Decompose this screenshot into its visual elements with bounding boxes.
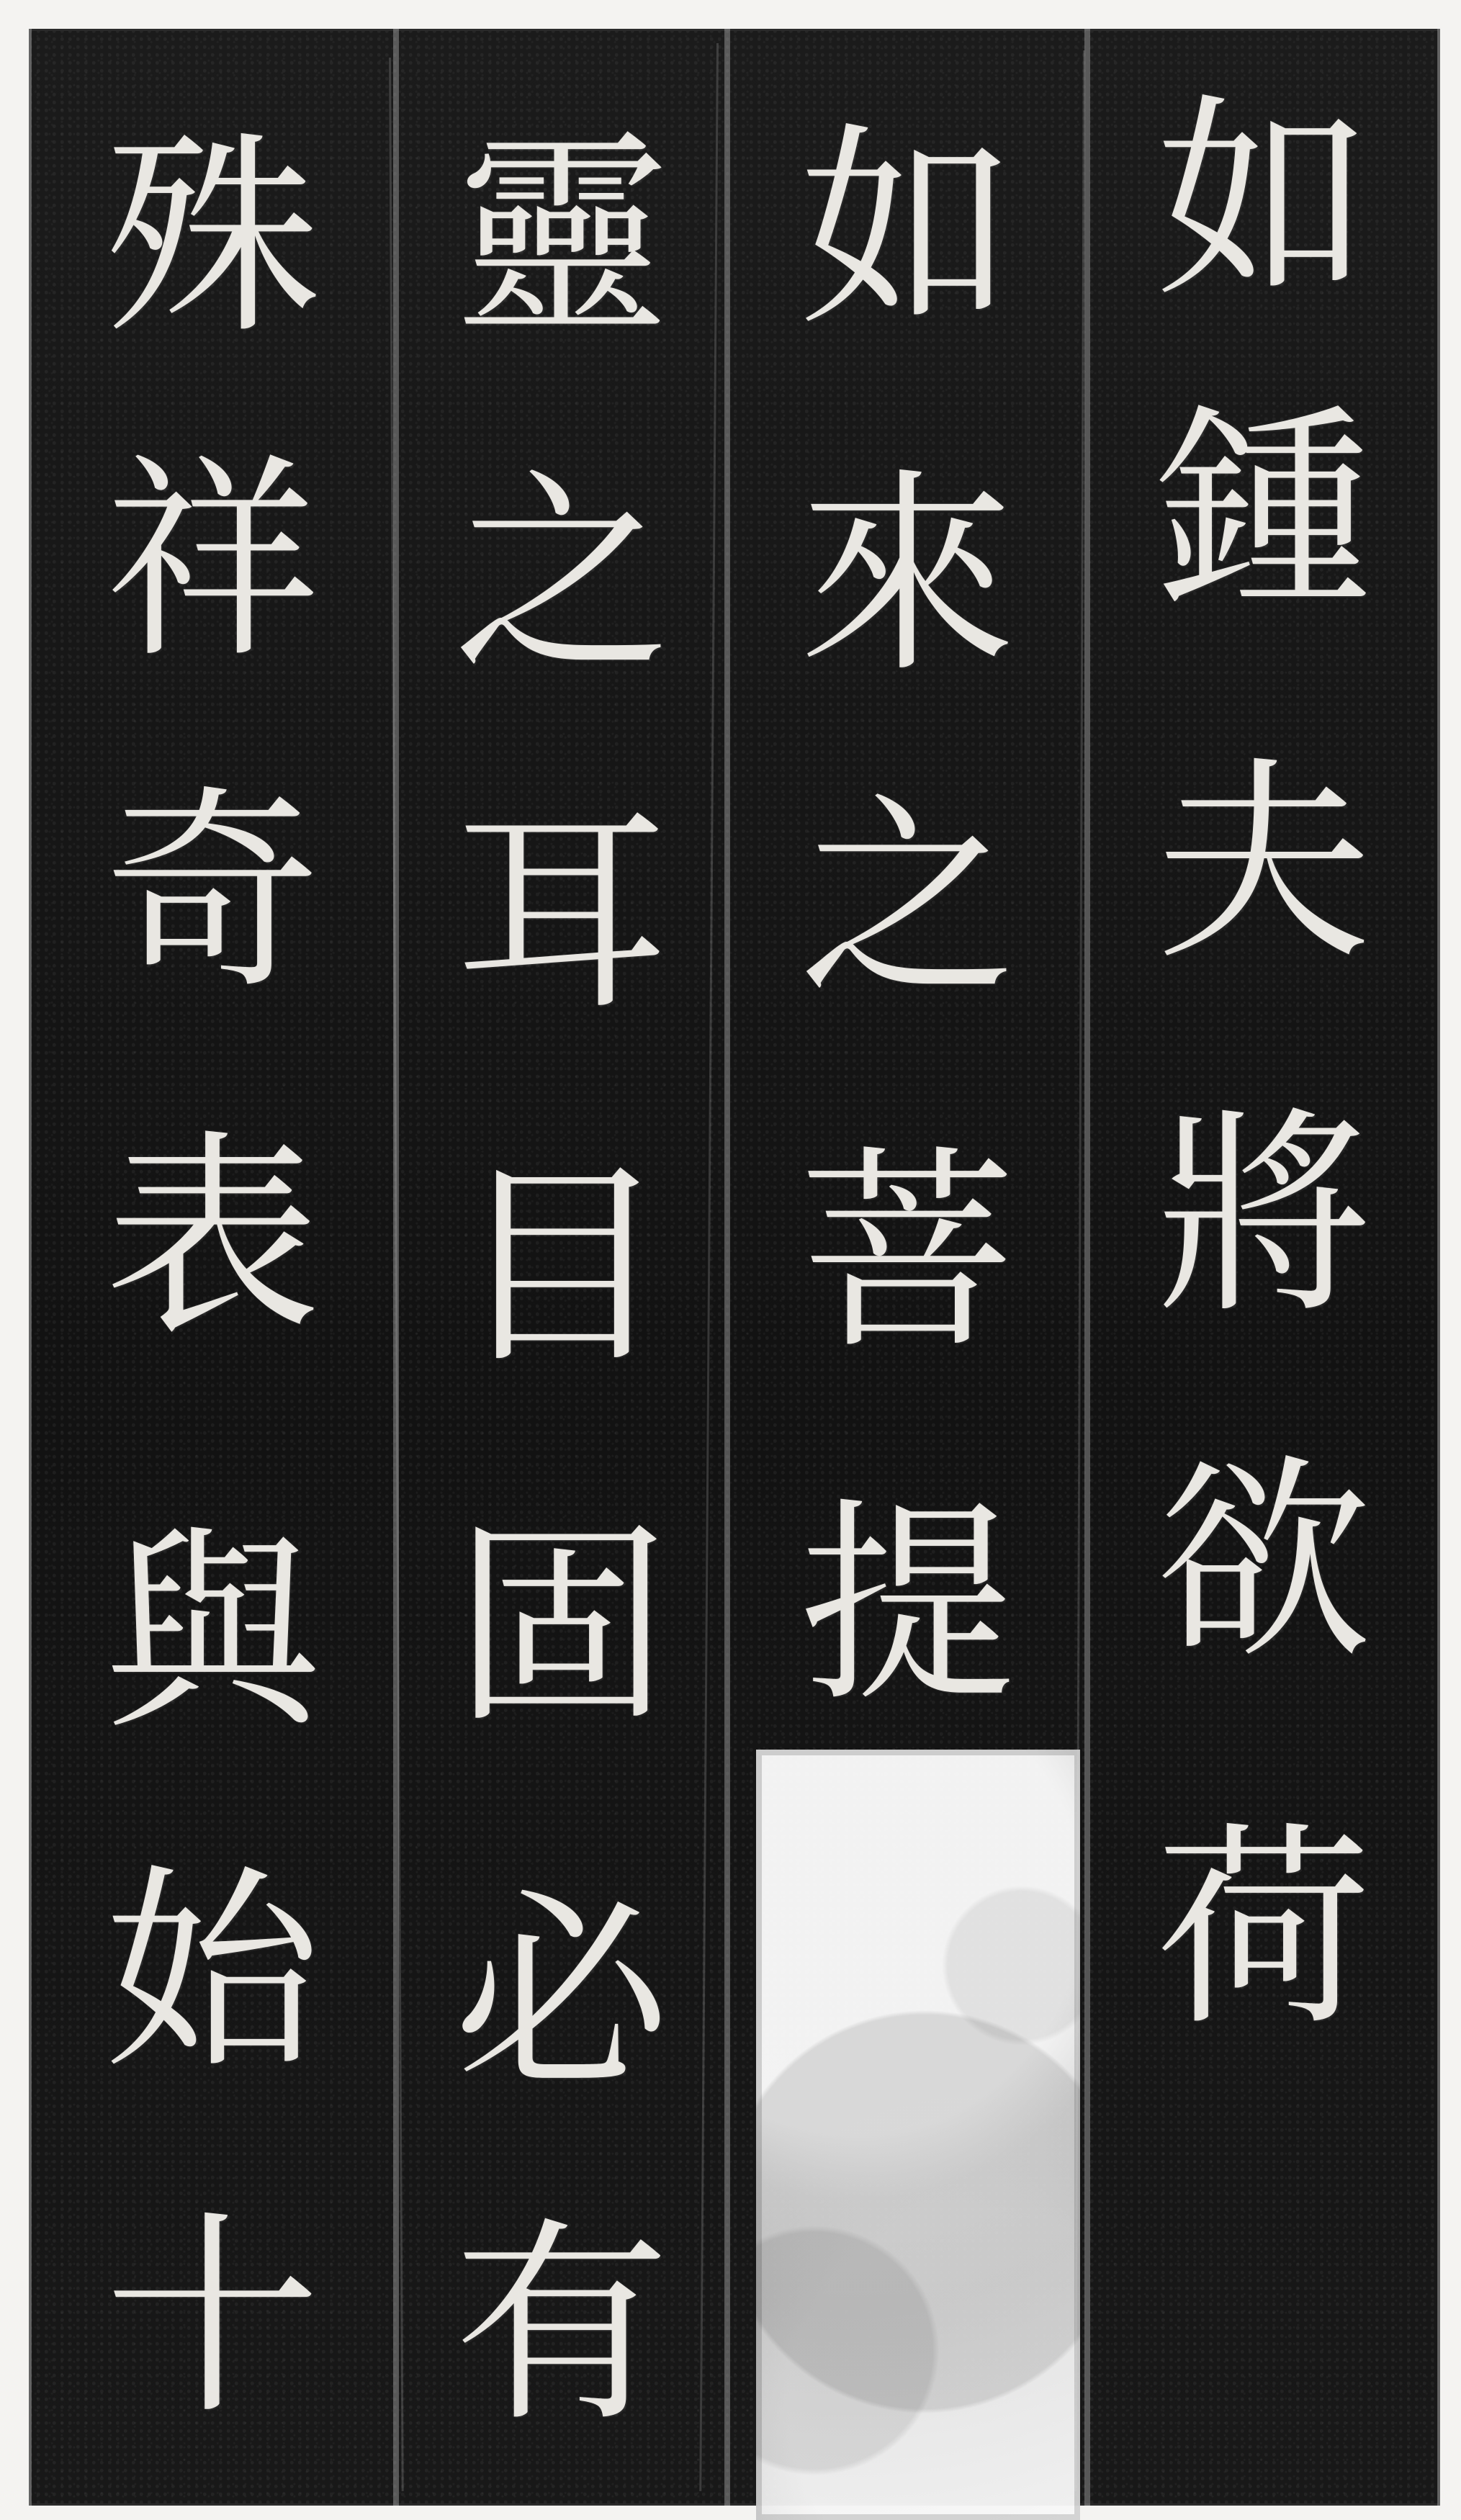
calligraphy-character: 與 bbox=[104, 1508, 320, 1760]
calligraphy-character: 鍾 bbox=[1156, 385, 1372, 636]
calligraphy-character: 菩 bbox=[799, 1127, 1015, 1378]
calligraphy-character: 靈 bbox=[454, 112, 670, 363]
calligraphy-character: 荷 bbox=[1156, 1804, 1372, 2055]
calligraphy-character: 必 bbox=[454, 1868, 670, 2120]
stone-rubbing-panel bbox=[29, 29, 1440, 2506]
text-column-4 bbox=[29, 29, 396, 2506]
calligraphy-character: 表 bbox=[104, 1112, 320, 1364]
calligraphy-character: 殊 bbox=[104, 112, 320, 363]
calligraphy-character: 耳 bbox=[454, 788, 670, 1040]
calligraphy-character: 之 bbox=[799, 774, 1015, 1025]
damaged-stone-area bbox=[756, 1750, 1080, 2520]
calligraphy-character: 目 bbox=[454, 1141, 670, 1392]
calligraphy-character: 有 bbox=[454, 2200, 670, 2451]
calligraphy-character: 祥 bbox=[104, 436, 320, 687]
calligraphy-character: 始 bbox=[104, 1847, 320, 2098]
text-column-1 bbox=[1087, 29, 1440, 2506]
text-column-3 bbox=[396, 29, 727, 2506]
calligraphy-character: 如 bbox=[799, 104, 1015, 356]
calligraphy-character: 欲 bbox=[1156, 1436, 1372, 1688]
calligraphy-character: 奇 bbox=[104, 767, 320, 1018]
calligraphy-character: 將 bbox=[1156, 1091, 1372, 1342]
calligraphy-character: 夫 bbox=[1156, 738, 1372, 989]
calligraphy-character: 如 bbox=[1156, 76, 1372, 327]
calligraphy-character: 來 bbox=[799, 450, 1015, 701]
calligraphy-character: 提 bbox=[799, 1480, 1015, 1731]
calligraphy-character: 固 bbox=[454, 1501, 670, 1752]
calligraphy-character: 之 bbox=[454, 450, 670, 701]
calligraphy-character: 十 bbox=[104, 2192, 320, 2444]
